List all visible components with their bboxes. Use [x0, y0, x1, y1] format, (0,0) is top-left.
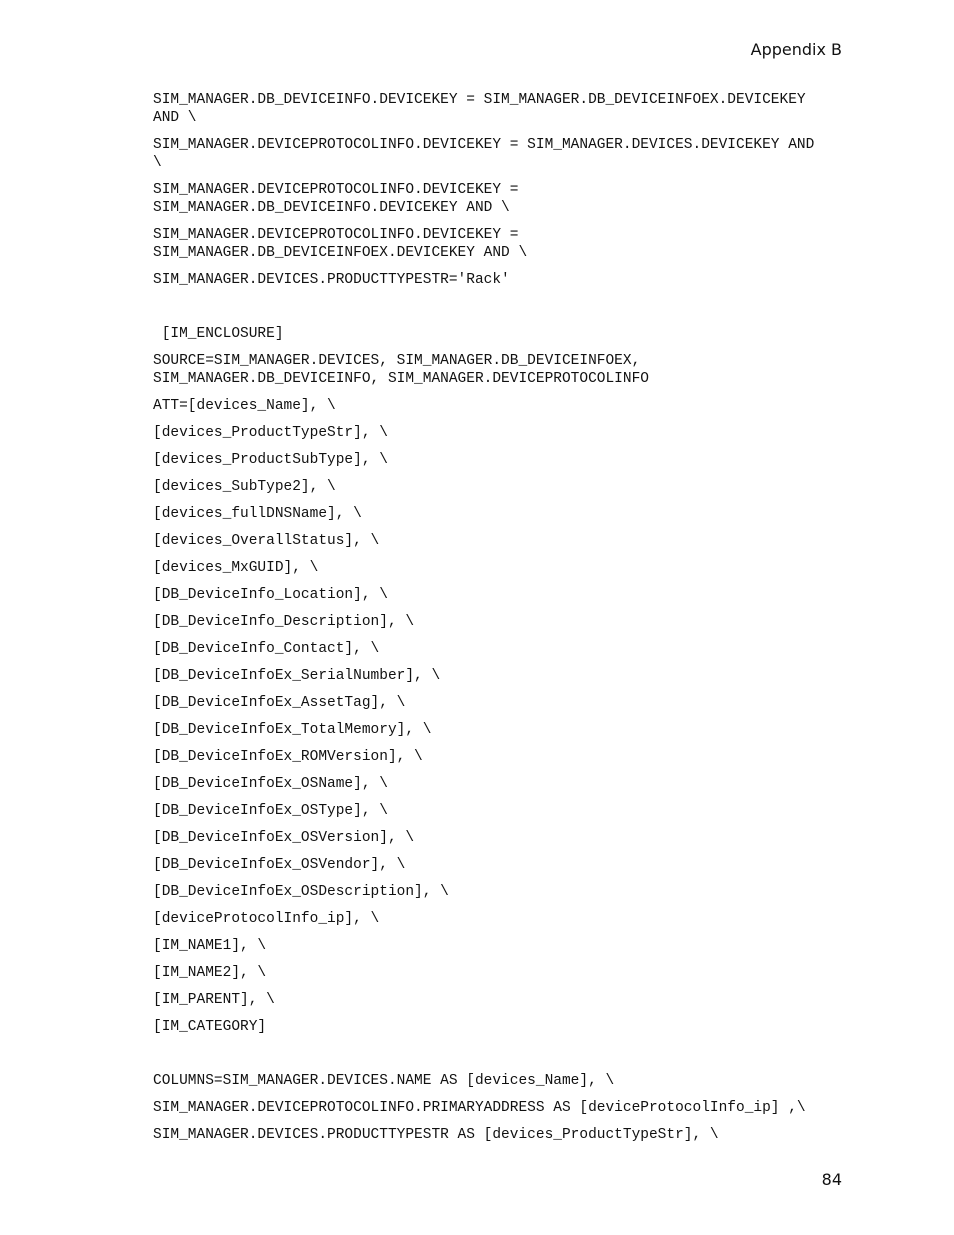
code-line: SOURCE=SIM_MANAGER.DEVICES, SIM_MANAGER.DB_DEVICEINFOEX, SIM_MANAGER.DB_DEVICEINFO, SIM_MANAGER.DEVICEPROTOCOLINFO — [153, 353, 649, 387]
code-line: SIM_MANAGER.DEVICEPROTOCOLINFO.DEVICEKEY = SIM_MANAGER.DEVICES.DEVICEKEY AND \ — [153, 137, 815, 171]
code-line: SIM_MANAGER.DEVICEPROTOCOLINFO.PRIMARYADDRESS AS [deviceProtocolInfo_ip] ,\ — [153, 1100, 806, 1116]
code-line: [IM_NAME2], \ — [153, 965, 267, 981]
code-line: [devices_SubType2], \ — [153, 479, 336, 495]
code-line: [DB_DeviceInfoEx_OSVersion], \ — [153, 830, 415, 846]
code-line: [DB_DeviceInfoEx_ROMVersion], \ — [153, 749, 423, 765]
block-spacer — [153, 1045, 873, 1072]
code-line: SIM_MANAGER.DEVICEPROTOCOLINFO.DEVICEKEY = SIM_MANAGER.DB_DEVICEINFO.DEVICEKEY AND \ — [153, 182, 519, 216]
code-line: [DB_DeviceInfoEx_OSVendor], \ — [153, 857, 406, 873]
code-listing — [153, 91, 873, 1153]
code-line: [devices_ProductSubType], \ — [153, 452, 388, 468]
code-line: [devices_ProductTypeStr], \ — [153, 425, 388, 441]
code-line: [DB_DeviceInfoEx_AssetTag], \ — [153, 695, 406, 711]
code-line: SIM_MANAGER.DEVICES.PRODUCTTYPESTR='Rack' — [153, 272, 510, 288]
code-line: [IM_NAME1], \ — [153, 938, 267, 954]
code-line: [IM_CATEGORY] — [153, 1019, 267, 1035]
code-line: [DB_DeviceInfo_Location], \ — [153, 587, 388, 603]
code-line: COLUMNS=SIM_MANAGER.DEVICES.NAME AS [devices_Name], \ — [153, 1073, 615, 1089]
code-line: ATT=[devices_Name], \ — [153, 398, 336, 414]
code-line: [DB_DeviceInfoEx_OSType], \ — [153, 803, 388, 819]
code-line: SIM_MANAGER.DB_DEVICEINFO.DEVICEKEY = SIM_MANAGER.DB_DEVICEINFOEX.DEVICEKEY AND \ — [153, 92, 806, 126]
code-line: [deviceProtocolInfo_ip], \ — [153, 911, 380, 927]
code-line: [devices_fullDNSName], \ — [153, 506, 362, 522]
running-header: Appendix B — [750, 40, 842, 59]
code-line: SIM_MANAGER.DEVICEPROTOCOLINFO.DEVICEKEY = SIM_MANAGER.DB_DEVICEINFOEX.DEVICEKEY AND \ — [153, 227, 528, 261]
code-line: [DB_DeviceInfoEx_SerialNumber], \ — [153, 668, 441, 684]
code-line: [DB_DeviceInfoEx_OSDescription], \ — [153, 884, 449, 900]
code-line: [devices_MxGUID], \ — [153, 560, 319, 576]
page-number: 84 — [821, 1170, 842, 1189]
code-line: [DB_DeviceInfo_Description], \ — [153, 614, 415, 630]
code-line: [devices_OverallStatus], \ — [153, 533, 380, 549]
code-line: [IM_PARENT], \ — [153, 992, 275, 1008]
code-line: [DB_DeviceInfo_Contact], \ — [153, 641, 380, 657]
code-line: SIM_MANAGER.DEVICES.PRODUCTTYPESTR AS [devices_ProductTypeStr], \ — [153, 1127, 719, 1143]
code-line: [DB_DeviceInfoEx_TotalMemory], \ — [153, 722, 432, 738]
code-line: [DB_DeviceInfoEx_OSName], \ — [153, 776, 388, 792]
block-spacer — [153, 298, 873, 325]
section-header-line: [IM_ENCLOSURE] — [153, 326, 284, 342]
